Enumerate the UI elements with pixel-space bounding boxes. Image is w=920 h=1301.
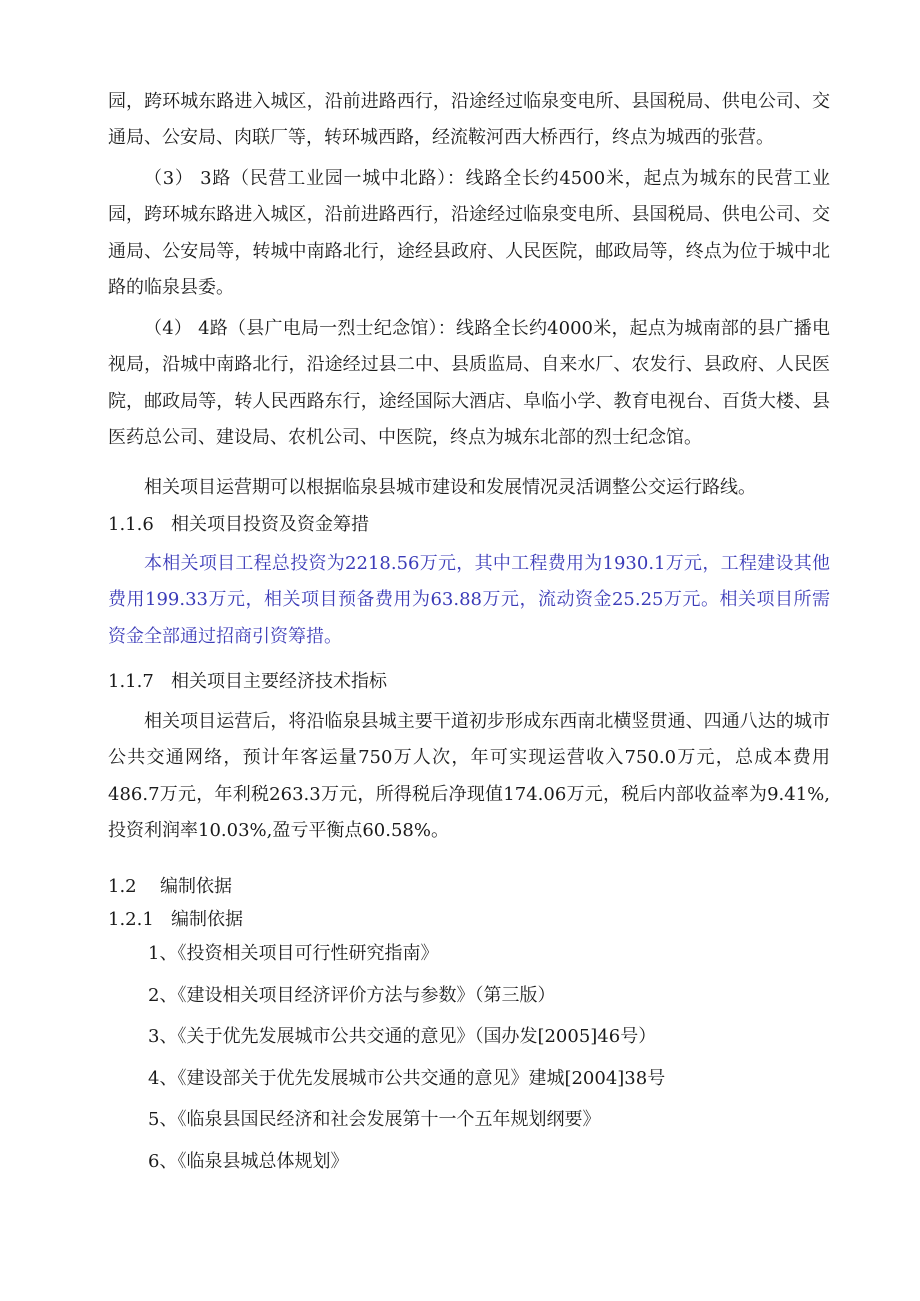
section-heading-1-1-6 bbox=[108, 507, 369, 543]
economic-indicators-paragraph: 相关项目运营后，将沿临泉县城主要干道初步形成东西南北横竖贯通、四通八达的城市公共交通网络，预计年客运量750万人次，年可实现运营收入750.0万元，总成本费用486.7万元，年利税263.3万元，所得税后净现值174.06万元，税后内部收益率为9.41%,投资利润率10.03%,盈亏平衡点60.58%。 bbox=[108, 711, 830, 841]
route-adjustment-paragraph: 相关项目运营期可以根据临泉县城市建设和发展情况灵活调整公交运行路线。 bbox=[144, 477, 756, 498]
section-heading-1-1-7 bbox=[108, 664, 387, 700]
reference-item: 2、《建设相关项目经济评价方法与参数》（第三版） bbox=[148, 984, 556, 1006]
investment-paragraph: 本相关项目工程总投资为2218.56万元，其中工程费用为1930.1万元，工程建设其他费用199.33万元，相关项目预备费用为63.88万元，流动资金25.25万元。相关项目所需资金全部通过招商引资筹措。 bbox=[108, 553, 830, 647]
section-heading-1-2 bbox=[108, 869, 232, 905]
section-title: 编制依据 bbox=[160, 876, 232, 897]
reference-list bbox=[148, 936, 665, 1185]
section-number: 1.2 bbox=[108, 876, 137, 897]
section-number: 1.1.6 bbox=[108, 514, 154, 535]
route-2-continuation: 园，跨环城东路进入城区，沿前进路西行，沿途经过临泉变电所、县国税局、供电公司、交通局、公安局、肉联厂等，转环城西路，经流鞍河西大桥西行，终点为城西的张营。 bbox=[108, 91, 830, 149]
reference-item: 4、《建设部关于优先发展城市公共交通的意见》建城[2004]38号 bbox=[148, 1067, 666, 1089]
section-heading-1-2-1 bbox=[108, 902, 243, 938]
reference-item: 1、《投资相关项目可行性研究指南》 bbox=[148, 943, 439, 964]
route-4-paragraph: （4） 4路（县广电局一烈士纪念馆）：线路全长约4000米，起点为城南部的县广播电视局，沿城中南路北行，沿途经过县二中、县质监局、自来水厂、农发行、县政府、人民医院，邮政局等，转人民西路东行，途经国际大酒店、阜临小学、教育电视台、百货大楼、县医药总公司、建设局、农机公司、中医院，终点为城东北部的烈士纪念馆。 bbox=[108, 318, 830, 448]
section-title: 相关项目投资及资金筹措 bbox=[170, 514, 369, 535]
reference-item: 6、《临泉县城总体规划》 bbox=[148, 1150, 349, 1172]
section-title: 相关项目主要经济技术指标 bbox=[170, 671, 387, 692]
section-number: 1.2.1 bbox=[108, 909, 154, 930]
reference-item: 3、《关于优先发展城市公共交通的意见》（国办发[2005]46号） bbox=[148, 1026, 657, 1047]
route-3-paragraph: （3） 3路（民营工业园一城中北路）：线路全长约4500米，起点为城东的民营工业园，跨环城东路进入城区，沿前进路西行，沿途经过临泉变电所、县国税局、供电公司、交通局、公安局等，转城中南路北行，途经县政府、人民医院，邮政局等，终点为位于城中北路的临泉县委。 bbox=[108, 168, 830, 298]
section-number: 1.1.7 bbox=[108, 671, 154, 692]
section-title: 编制依据 bbox=[170, 909, 243, 930]
reference-item: 5、《临泉县国民经济和社会发展第十一个五年规划纲要》 bbox=[148, 1109, 601, 1130]
